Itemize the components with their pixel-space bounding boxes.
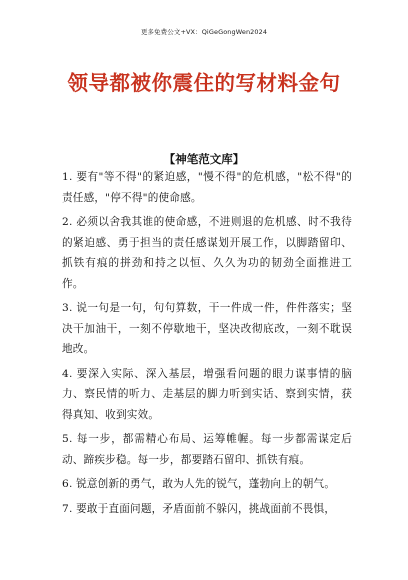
list-item: 1. 要有"等不得"的紧迫感，"慢不得"的危机感，"松不得"的责任感，"停不得"的使命感。 [62,171,352,204]
item-list [62,167,352,523]
list-item: 3. 说一句是一句，句句算数，干一件成一件，件件落实；坚决干加油干，一刻不停歇地干，坚决改彻底改，一刻不耽误地改。 [62,302,352,355]
list-item: 7. 要敢于直面问题，矛盾面前不躲闪，挑战面前不畏惧， [62,502,336,515]
list-item: 5. 每一步，都需精心布局、运筹帷幄。每一步都需谋定后动、蹄疾步稳。每一步，都要踏石留印、抓铁有痕。 [62,433,352,466]
list-item: 4. 要深入实际、深入基层，增强看问题的眼力谋事情的脑力、察民情的听力、走基层的脚力听到实话、察到实情，获得真知、收到实效。 [62,367,352,421]
header-note: 更多免费公文+VX：QiGeGongWen2024 [140,28,268,36]
list-item: 6. 锐意创新的勇气，敢为人先的锐气，蓬勃向上的朝气。 [62,478,336,490]
document-title: 领导都被你震住的写材料金句 [67,71,341,95]
section-heading: 【神笔范文库】 [163,152,245,166]
list-item: 2. 必须以舍我其谁的使命感，不进则退的危机感、时不我待的紧迫感、勇于担当的责任感谋划开展工作，以脚踏留印、抓铁有痕的拼劲和持之以恒、久久为功的韧劲全面推进工作。 [62,216,352,290]
